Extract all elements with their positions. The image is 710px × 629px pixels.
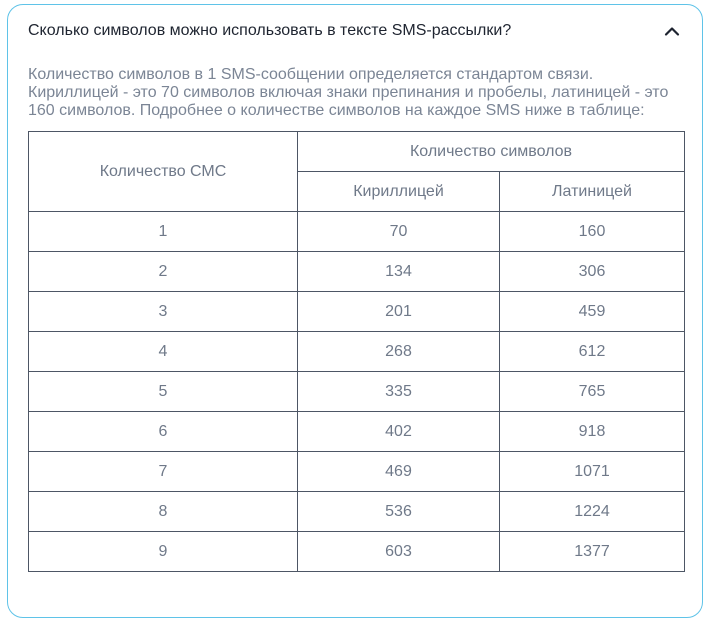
header-sms-count: Количество СМС (29, 132, 298, 212)
cell-latin: 306 (500, 252, 685, 292)
table-row (29, 532, 685, 572)
cell-cyrillic: 536 (298, 492, 500, 532)
table-row (29, 492, 685, 532)
faq-accordion-item (7, 4, 703, 618)
answer-line-1: Количество символов в 1 SMS-сообщении определяется стандартом связи. (28, 66, 594, 83)
table-row (29, 372, 685, 412)
header-cyrillic: Кириллицей (298, 172, 500, 212)
cell-latin: 612 (500, 332, 685, 372)
cell-cyrillic: 70 (298, 212, 500, 252)
sms-characters-table (28, 131, 685, 572)
header-chars-group: Количество символов (298, 132, 685, 172)
cell-latin: 160 (500, 212, 685, 252)
cell-sms-count: 9 (29, 532, 298, 572)
table-row (29, 212, 685, 252)
cell-cyrillic: 134 (298, 252, 500, 292)
cell-cyrillic: 469 (298, 452, 500, 492)
table-row (29, 292, 685, 332)
cell-sms-count: 3 (29, 292, 298, 332)
table-header-row (29, 132, 685, 172)
cell-latin: 918 (500, 412, 685, 452)
faq-answer (28, 66, 688, 120)
cell-sms-count: 8 (29, 492, 298, 532)
table-row (29, 252, 685, 292)
cell-latin: 1224 (500, 492, 685, 532)
cell-cyrillic: 268 (298, 332, 500, 372)
cell-sms-count: 4 (29, 332, 298, 372)
faq-question-header[interactable] (8, 5, 702, 57)
cell-cyrillic: 603 (298, 532, 500, 572)
header-latin: Латиницей (500, 172, 685, 212)
cell-sms-count: 5 (29, 372, 298, 412)
cell-cyrillic: 201 (298, 292, 500, 332)
table-row (29, 452, 685, 492)
table-row (29, 412, 685, 452)
cell-sms-count: 6 (29, 412, 298, 452)
cell-sms-count: 1 (29, 212, 298, 252)
chevron-up-icon[interactable] (664, 25, 680, 37)
cell-latin: 765 (500, 372, 685, 412)
cell-cyrillic: 402 (298, 412, 500, 452)
cell-cyrillic: 335 (298, 372, 500, 412)
faq-question-text: Сколько символов можно использовать в тексте SMS-рассылки? (28, 22, 512, 39)
cell-sms-count: 7 (29, 452, 298, 492)
answer-line-3: 160 символов. Подробнее о количестве символов на каждое SMS ниже в таблице: (28, 102, 645, 119)
cell-latin: 1071 (500, 452, 685, 492)
table-row (29, 332, 685, 372)
cell-latin: 459 (500, 292, 685, 332)
cell-latin: 1377 (500, 532, 685, 572)
table-body (29, 212, 685, 572)
cell-sms-count: 2 (29, 252, 298, 292)
answer-line-2: Кириллицей - это 70 символов включая знаки препинания и пробелы, латиницей - это (28, 84, 669, 101)
